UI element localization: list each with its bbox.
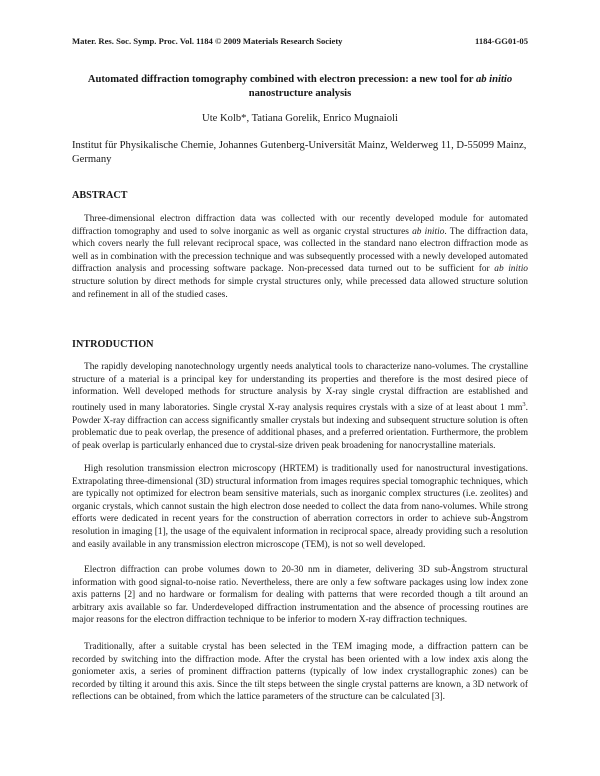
- abstract-text: Three-dimensional electron diffraction data was collected with our recently developed module for automated diffraction tomography and used to solve inorganic as well as organic crystal structures ab initio. The diffraction data, which covers nearly the full relevant reciprocal space, was collected in the standard nano electron diffraction mode as well as in combination with the precession technique and was subsequently processed with a newly developed automated diffraction analysis and processing software package. Non-precessed data turned out to be sufficient for ab initio structure solution by direct methods for simple crystal structures only, while precessed data allowed structure solution and refinement in all of the studied cases.: [72, 214, 529, 300]
- author-list: Ute Kolb*, Tatiana Gorelik, Enrico Mugnaioli: [202, 113, 398, 124]
- paper-id: 1184-GG01-05: [475, 36, 528, 46]
- abstract-heading: ABSTRACT: [72, 190, 128, 201]
- intro-paragraph-1: The rapidly developing nanotechnology urgently needs analytical tools to characterize nano-volumes. The crystalline structure of a material is a principal key for understanding its properties and therefore is the most desired piece of information. Well developed methods for structure analysis by X-ray single crystal diffraction are established and routinely used in many laboratories. Single crystal X-ray analysis requires crystals with a size of at least about 1 $mm^3$. Powder X-ray diffraction can access significantly smaller crystals but indexing and subsequent structure solution is often problematic due to peak overlap, the presence of additional phases, and a preferred orientation. Furthermore, the problem of peak overlap is particularly enhanced due to crystal-size driven peak broadening for nanocrystalline materials.: [72, 362, 528, 451]
- introduction-heading: INTRODUCTION: [72, 339, 154, 350]
- intro-paragraph-2: High resolution transmission electron microscopy (HRTEM) is traditionally used for nanostructural investigations. Extrapolating three-dimensional (3D) structural information from images requires special tomographic techniques, which are typically not optimized for electron beam sensitive materials, such as inorganic complex structures (i.e. zeolites) and organic crystals, which cannot sustain the high electron dose needed to collect the data from nano-volumes. While strong efforts were dedicated in recent years for the construction of aberration correctors in order to achieve sub-Ångstrom resolution in imaging [1], the usage of the equivalent information in reciprocal space, already providing such a resolution and easily available in any transmission electron microscope (TEM), is not so well developed.: [72, 464, 528, 550]
- journal-citation: Mater. Res. Soc. Symp. Proc. Vol. 1184 © 2009 Materials Research Society: [72, 36, 343, 46]
- intro-paragraph-3: Electron diffraction can probe volumes down to 20-30 nm in diameter, delivering 3D sub-Ångstrom structural information with good signal-to-noise ratio. Nevertheless, there are only a few software packages using low index zone axis patterns [2] and no hardware or formalism for dealing with patterns that were recorded though a tilt around an arbitrary axis available so far. Underdeveloped diffraction instrumentation and the absence of processing routines are major reasons for the electron diffraction technique to be inferior to modern X-ray diffraction techniques.: [72, 565, 528, 626]
- affiliation: Institut für Physikalische Chemie, Johannes Gutenberg-Universität Mainz, Welderweg 11, D-55099 Mainz, Germany: [72, 140, 527, 165]
- paper-title: Automated diffraction tomography combined with electron precession: a new tool for ab initio nanostructure analysis: [87, 74, 513, 99]
- running-header: [72, 36, 528, 46]
- intro-paragraph-4: Traditionally, after a suitable crystal has been selected in the TEM imaging mode, a diffraction pattern can be recorded by switching into the diffraction mode. After the crystal has been oriented with a low index axis along the goniometer axis, a series of prominent diffraction patterns (typically of low index crystallographic zones) can be recorded by tilting it around this axis. Since the tilt steps between the single crystal patterns are known, a 3D network of reflections can be obtained, from which the lattice parameters of the structure can be calculated [3].: [72, 642, 528, 703]
